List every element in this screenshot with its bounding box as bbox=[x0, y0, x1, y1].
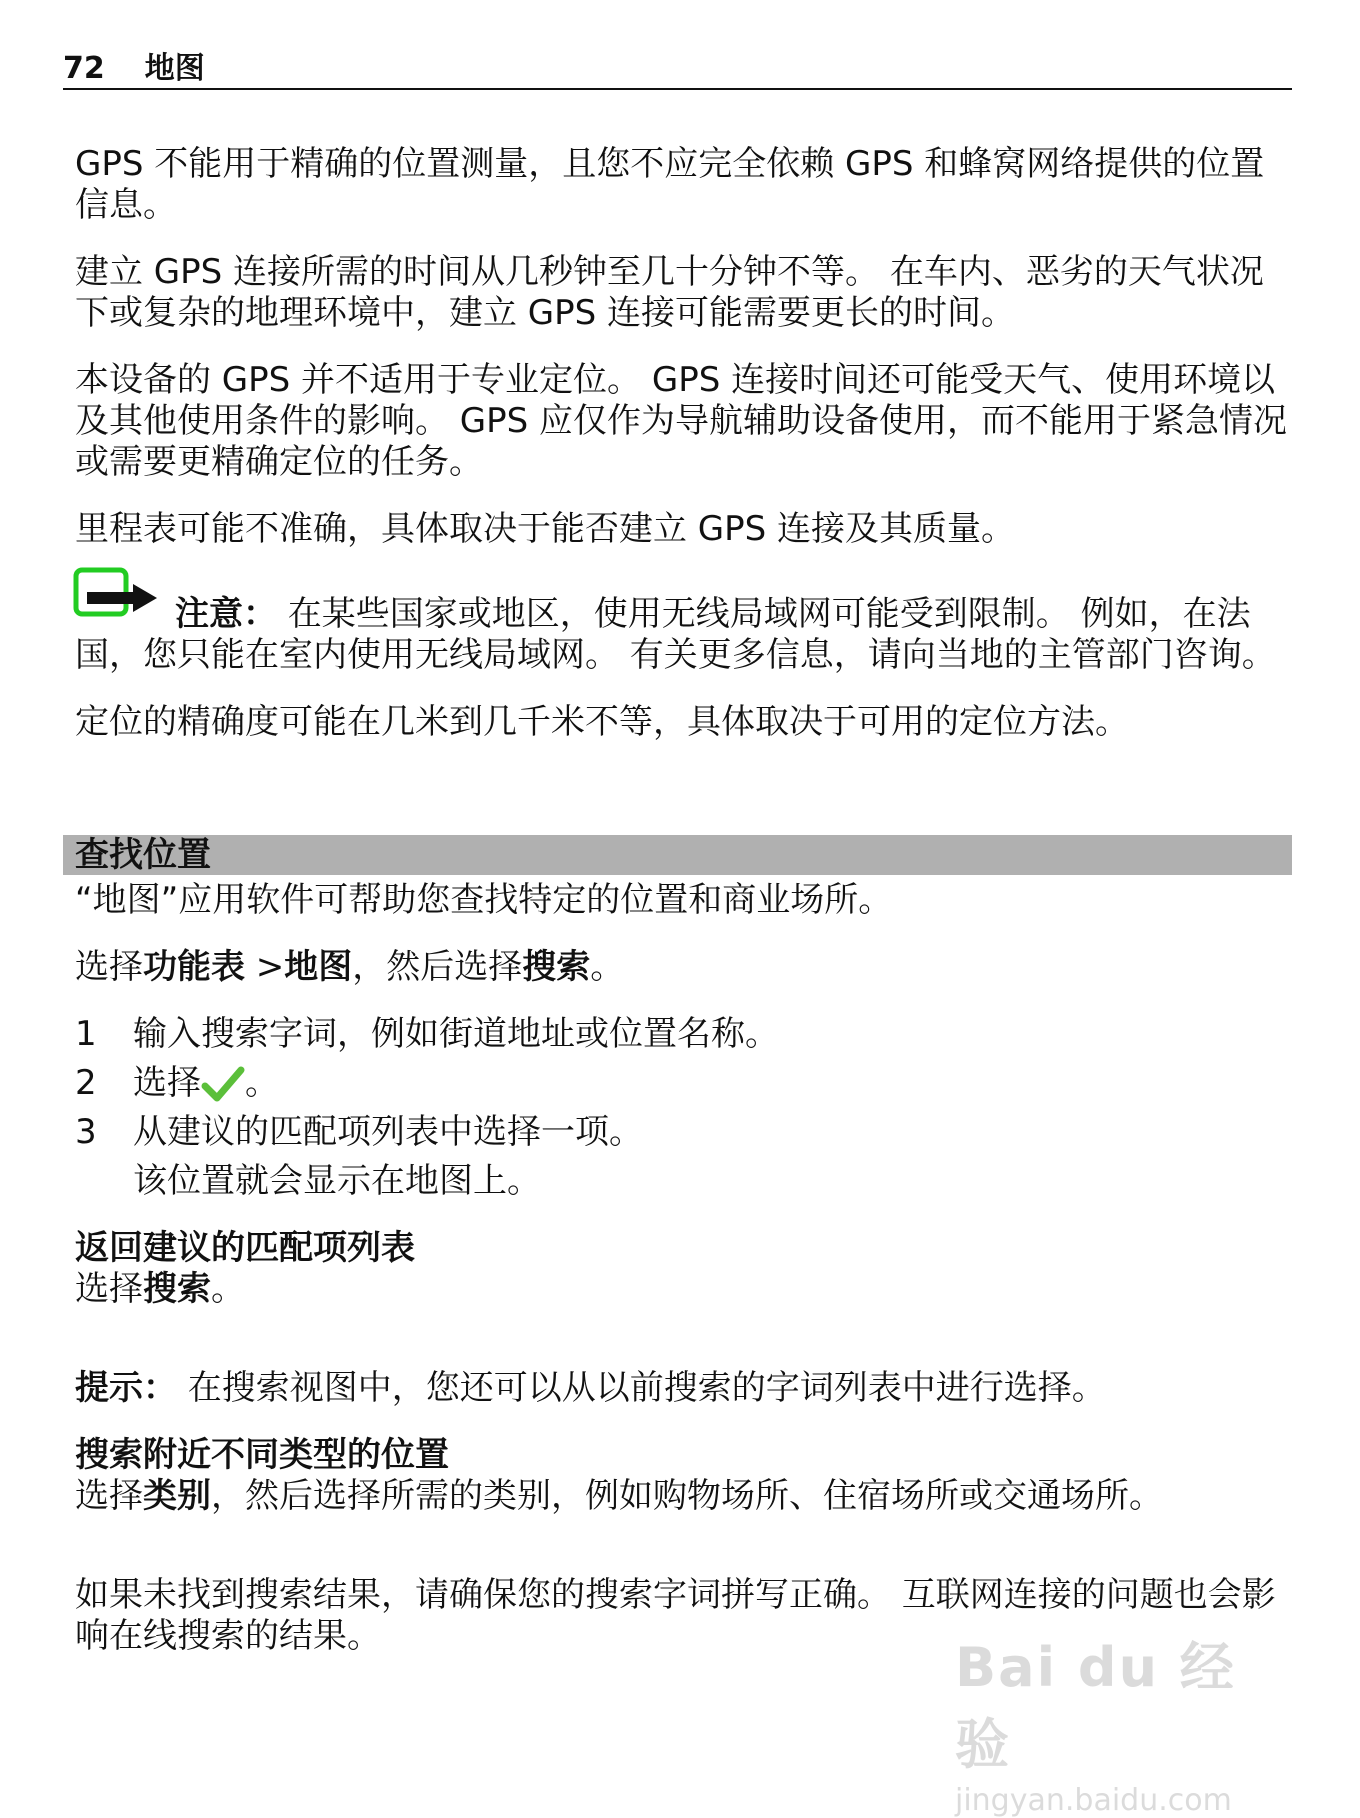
step-item bbox=[75, 1112, 1290, 1202]
steps-list bbox=[75, 1014, 1290, 1202]
paragraph-odometer: 里程表可能不准确，具体取决于能否建立 GPS 连接及其质量。 bbox=[75, 509, 1016, 549]
section-heading-find-location: 查找位置 bbox=[63, 835, 1292, 875]
step-text-after: 。 bbox=[245, 1063, 279, 1103]
step-number: 1 bbox=[75, 1014, 97, 1054]
paragraph-professional-use: 本设备的 GPS 并不适用于专业定位。 GPS 连接时间还可能受天气、使用环境以及其他使用条件的影响。 GPS 应仅作为导航辅助设备使用，而不能用于紧急情况或需要更精确定位的任务。 bbox=[75, 360, 1288, 482]
checkmark-icon bbox=[201, 1066, 245, 1104]
section-intro: “地图”应用软件可帮助您查找特定的位置和商业场所。 bbox=[75, 880, 893, 920]
step-text: 输入搜索字词，例如街道地址或位置名称。 bbox=[133, 1014, 779, 1054]
baidu-watermark bbox=[955, 1625, 1285, 1818]
tip-text: 在搜索视图中，您还可以从以前搜索的字词列表中进行选择。 bbox=[177, 1368, 1106, 1408]
select-end: 。 bbox=[590, 947, 625, 987]
step-text bbox=[133, 1112, 643, 1202]
note-label: 注意： bbox=[175, 594, 277, 634]
step-text-before: 选择 bbox=[133, 1063, 201, 1103]
search-label: 搜索 bbox=[522, 947, 591, 987]
return-search-label: 搜索 bbox=[143, 1269, 211, 1309]
note-arrow-icon bbox=[73, 564, 169, 622]
find-location-section bbox=[75, 880, 1290, 1683]
watermark-url: jingyan.baidu.com bbox=[955, 1783, 1232, 1818]
select-prefix: 选择 bbox=[75, 947, 143, 987]
step-main-text: 从建议的匹配项列表中选择一项。 bbox=[133, 1112, 643, 1152]
menu-separator: > bbox=[245, 947, 285, 987]
nearby-prefix: 选择 bbox=[75, 1476, 143, 1516]
return-end: 。 bbox=[211, 1269, 245, 1309]
note-body: 在某些国家或地区，使用无线局域网可能受到限制。 例如，在法国，您只能在室内使用无线局域网。 有关更多信息，请向当地的主管部门咨询。 bbox=[75, 594, 1276, 675]
menu-label: 功能表 bbox=[143, 947, 245, 987]
page-header bbox=[63, 48, 1292, 90]
no-results-paragraph: 如果未找到搜索结果，请确保您的搜索字词拼写正确。 互联网连接的问题也会影响在线搜索的结果。 bbox=[75, 1575, 1276, 1656]
chapter-title: 地图 bbox=[144, 51, 205, 86]
step-item bbox=[75, 1014, 1290, 1055]
paragraph-connection-time: 建立 GPS 连接所需的时间从几秒钟至几十分钟不等。 在车内、恶劣的天气状况下或复杂的地理环境中，建立 GPS 连接可能需要更长的时间。 bbox=[75, 252, 1264, 333]
select-middle: ，然后选择 bbox=[352, 947, 523, 987]
note-block bbox=[75, 594, 1290, 676]
maps-label: 地图 bbox=[284, 947, 353, 987]
nearby-text: ，然后选择所需的类别，例如购物场所、住宿场所或交通场所。 bbox=[211, 1476, 1163, 1516]
step-text bbox=[133, 1063, 279, 1104]
note-text bbox=[75, 594, 1290, 676]
watermark-logo: Bai du 经验 bbox=[955, 1636, 1236, 1776]
return-heading: 返回建议的匹配项列表 bbox=[75, 1228, 415, 1268]
category-label: 类别 bbox=[143, 1476, 211, 1516]
select-menu-instruction bbox=[75, 947, 1290, 988]
tip-label: 提示： bbox=[75, 1368, 177, 1408]
step-number: 2 bbox=[75, 1063, 97, 1103]
return-instruction bbox=[75, 1269, 1290, 1310]
step-item bbox=[75, 1063, 1290, 1104]
paragraph-positioning-accuracy: 定位的精确度可能在几米到几千米不等，具体取决于可用的定位方法。 bbox=[75, 702, 1129, 742]
page-number: 72 bbox=[63, 51, 105, 86]
step-subtext: 该位置就会显示在地图上。 bbox=[133, 1161, 541, 1201]
tip-paragraph bbox=[75, 1368, 1290, 1409]
nearby-instruction bbox=[75, 1476, 1290, 1517]
nearby-heading: 搜索附近不同类型的位置 bbox=[75, 1435, 449, 1475]
gps-info-section bbox=[75, 144, 1290, 769]
return-prefix: 选择 bbox=[75, 1269, 143, 1309]
step-number: 3 bbox=[75, 1112, 97, 1152]
paragraph-gps-accuracy: GPS 不能用于精确的位置测量，且您不应完全依赖 GPS 和蜂窝网络提供的位置信息。 bbox=[75, 144, 1265, 225]
